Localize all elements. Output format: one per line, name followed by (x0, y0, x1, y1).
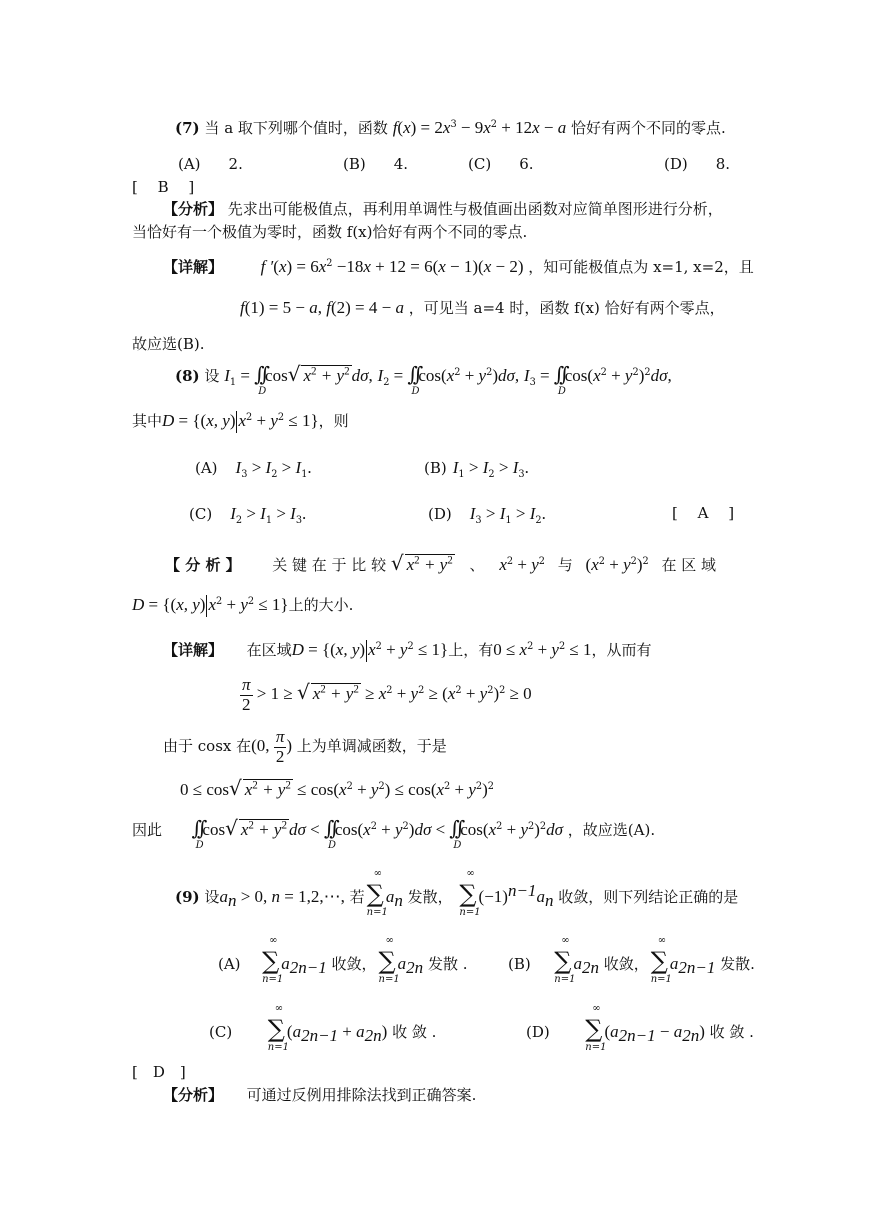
q9-option-b: (B) ∑ ∞ n=1 $a_{2n}$ 收敛，∑ ∞ n=1 $a_{2n-1}$ 发散. (508, 935, 755, 985)
q8-detail-line1: 【详解】 在区域D = {(x, y) $x^2 + y^2 \le 1$}上，有$0 \le x^2 + y^2 \le 1$，从而有 (163, 640, 652, 662)
q7-stem-post: 恰好有两个不同的零点. (571, 119, 726, 137)
q7-function: f (392, 118, 398, 137)
q9-analysis-tag: 【分析】 (163, 1086, 224, 1104)
q7-analysis-line1: 【分析】 先求出可能极值点，再利用单调性与极值画出函数对应简单图形进行分析， (163, 200, 723, 218)
q9-option-c: (C) ∑ ∞ n=1 $(a_{2n-1} + a_{2n})$ 收 敛 . (209, 1003, 437, 1053)
q8-analysis-tag: 【 分 析 】 (165, 556, 241, 574)
q8-inequality-chain: $\frac{\pi}{2}$ > 1 ≥ √ $x^2 + y^2 \ge x^2 + y^2 \ge (x^2 + y^2)^2 \ge 0$ (242, 675, 532, 714)
q9-analysis: 【分析】 可通过反例用排除法找到正确答案. (163, 1086, 477, 1104)
q8-option-a: (A) $I_3 > I_2 > I_1$. (195, 458, 312, 480)
q7-detail-line1: 【详解】 f $'(x) = 6x^2 -18x + 12 = 6(x - 1)(x - 2)$ ，知可能极值点为 x=1, x=2，且 (163, 257, 754, 276)
q8-label: (8) (175, 367, 200, 385)
q8-answer: [ A ] (672, 504, 735, 522)
q8-cos-chain: 0 ≤ cos√ $x^2 + y^2 \le \cos(x^2 + y^2) \le \cos(x^2 + y^2)^2$ (180, 776, 495, 800)
q7-option-d: (D) 8. (664, 155, 731, 173)
q7-stem: (7) 当 a 取下列哪个值时，函数 $f(x) = 2x^3 - 9x^2 + 12x - a$ 恰好有两个不同的零点. (175, 118, 726, 137)
q7-analysis-tag: 【分析】 (163, 200, 224, 218)
q8-conclusion: 因此 ∫∫ D cos√ $x^2 + y^2$ dσ < ∫∫ D $\cos(x^2 + y^2)d\sigma$ < ∫∫ D $\cos(x^2 + y^2)^2d\sigma$ ，故应选(A). (132, 816, 656, 851)
q8-analysis-line2: D = {(x, y) $x^2 + y^2 \le 1$}上的大小. (132, 595, 353, 617)
q7-detail-tag: 【详解】 (163, 258, 224, 276)
q7-analysis-line2: 当恰好有一个极值为零时，函数 f(x)恰好有两个不同的零点. (132, 223, 528, 241)
q9-label: (9) (175, 888, 200, 906)
q8-option-c: (C) $I_2 > I_1 > I_3$. (189, 504, 307, 526)
q9-stem: (9) 设$a_n > 0$, n = 1,2,⋯, 若∑ ∞ n=1 $a_n$ 发散， ∑ ∞ n=1 $(-1)^{n-1}a_n$ 收敛，则下列结论正确的是 (175, 868, 739, 918)
q7-option-c: (C) 6. (468, 155, 534, 173)
q8-option-b: (B) $I_1 > I_2 > I_3$. (424, 458, 529, 480)
q7-stem-pre: 当 a 取下列哪个值时，函数 (204, 119, 388, 137)
q7-option-a: (A) 2. (178, 155, 243, 173)
q7-label: (7) (175, 119, 200, 137)
q7-option-b: (B) 4. (343, 155, 409, 173)
q8-option-d: (D) $I_3 > I_1 > I_2$. (428, 504, 546, 526)
q9-answer: [ D ] (132, 1063, 186, 1081)
q8-analysis-line1: 【 分 析 】 关 键 在 于 比 较 √ $x^2 + y^2$ 、 $x^2 + y^2$ 与 $(x^2 + y^2)^2$ 在 区 域 (165, 551, 717, 575)
q8-domain: 其中D = {(x, y) $x^2 + y^2 \le 1$}，则 (132, 411, 349, 433)
q7-detail-line3: 故应选(B). (132, 335, 205, 353)
q9-option-d: (D) ∑ ∞ n=1 $(a_{2n-1} - a_{2n})$ 收 敛 . (526, 1003, 754, 1053)
q7-detail-line2: f(1) = 5 − a, f(2) = 4 − a ，可见当 a=4 时，函数 f(x) 恰好有两个零点， (240, 298, 725, 317)
q9-option-a: (A) ∑ ∞ n=1 $a_{2n-1}$ 收敛，∑ ∞ n=1 $a_{2n}$ 发散 . (218, 935, 468, 985)
q8-detail-tag: 【详解】 (163, 641, 224, 659)
q7-answer: [ B ] (132, 178, 195, 196)
q8-cos-line: 由于 cosx 在(0, $\frac{\pi}{2}$ ) 上为单调减函数，于是 (163, 727, 447, 766)
q8-stem: (8) 设 $I_1$ = ∫∫ D cos√ $x^2 + y^2$ dσ, $I_2$ = ∫∫ D $\cos(x^2 + y^2)d\sigma$, $I_3$ = ∫∫ D $\cos(x^2 + y^2)^2d\sigma$, (175, 362, 672, 397)
